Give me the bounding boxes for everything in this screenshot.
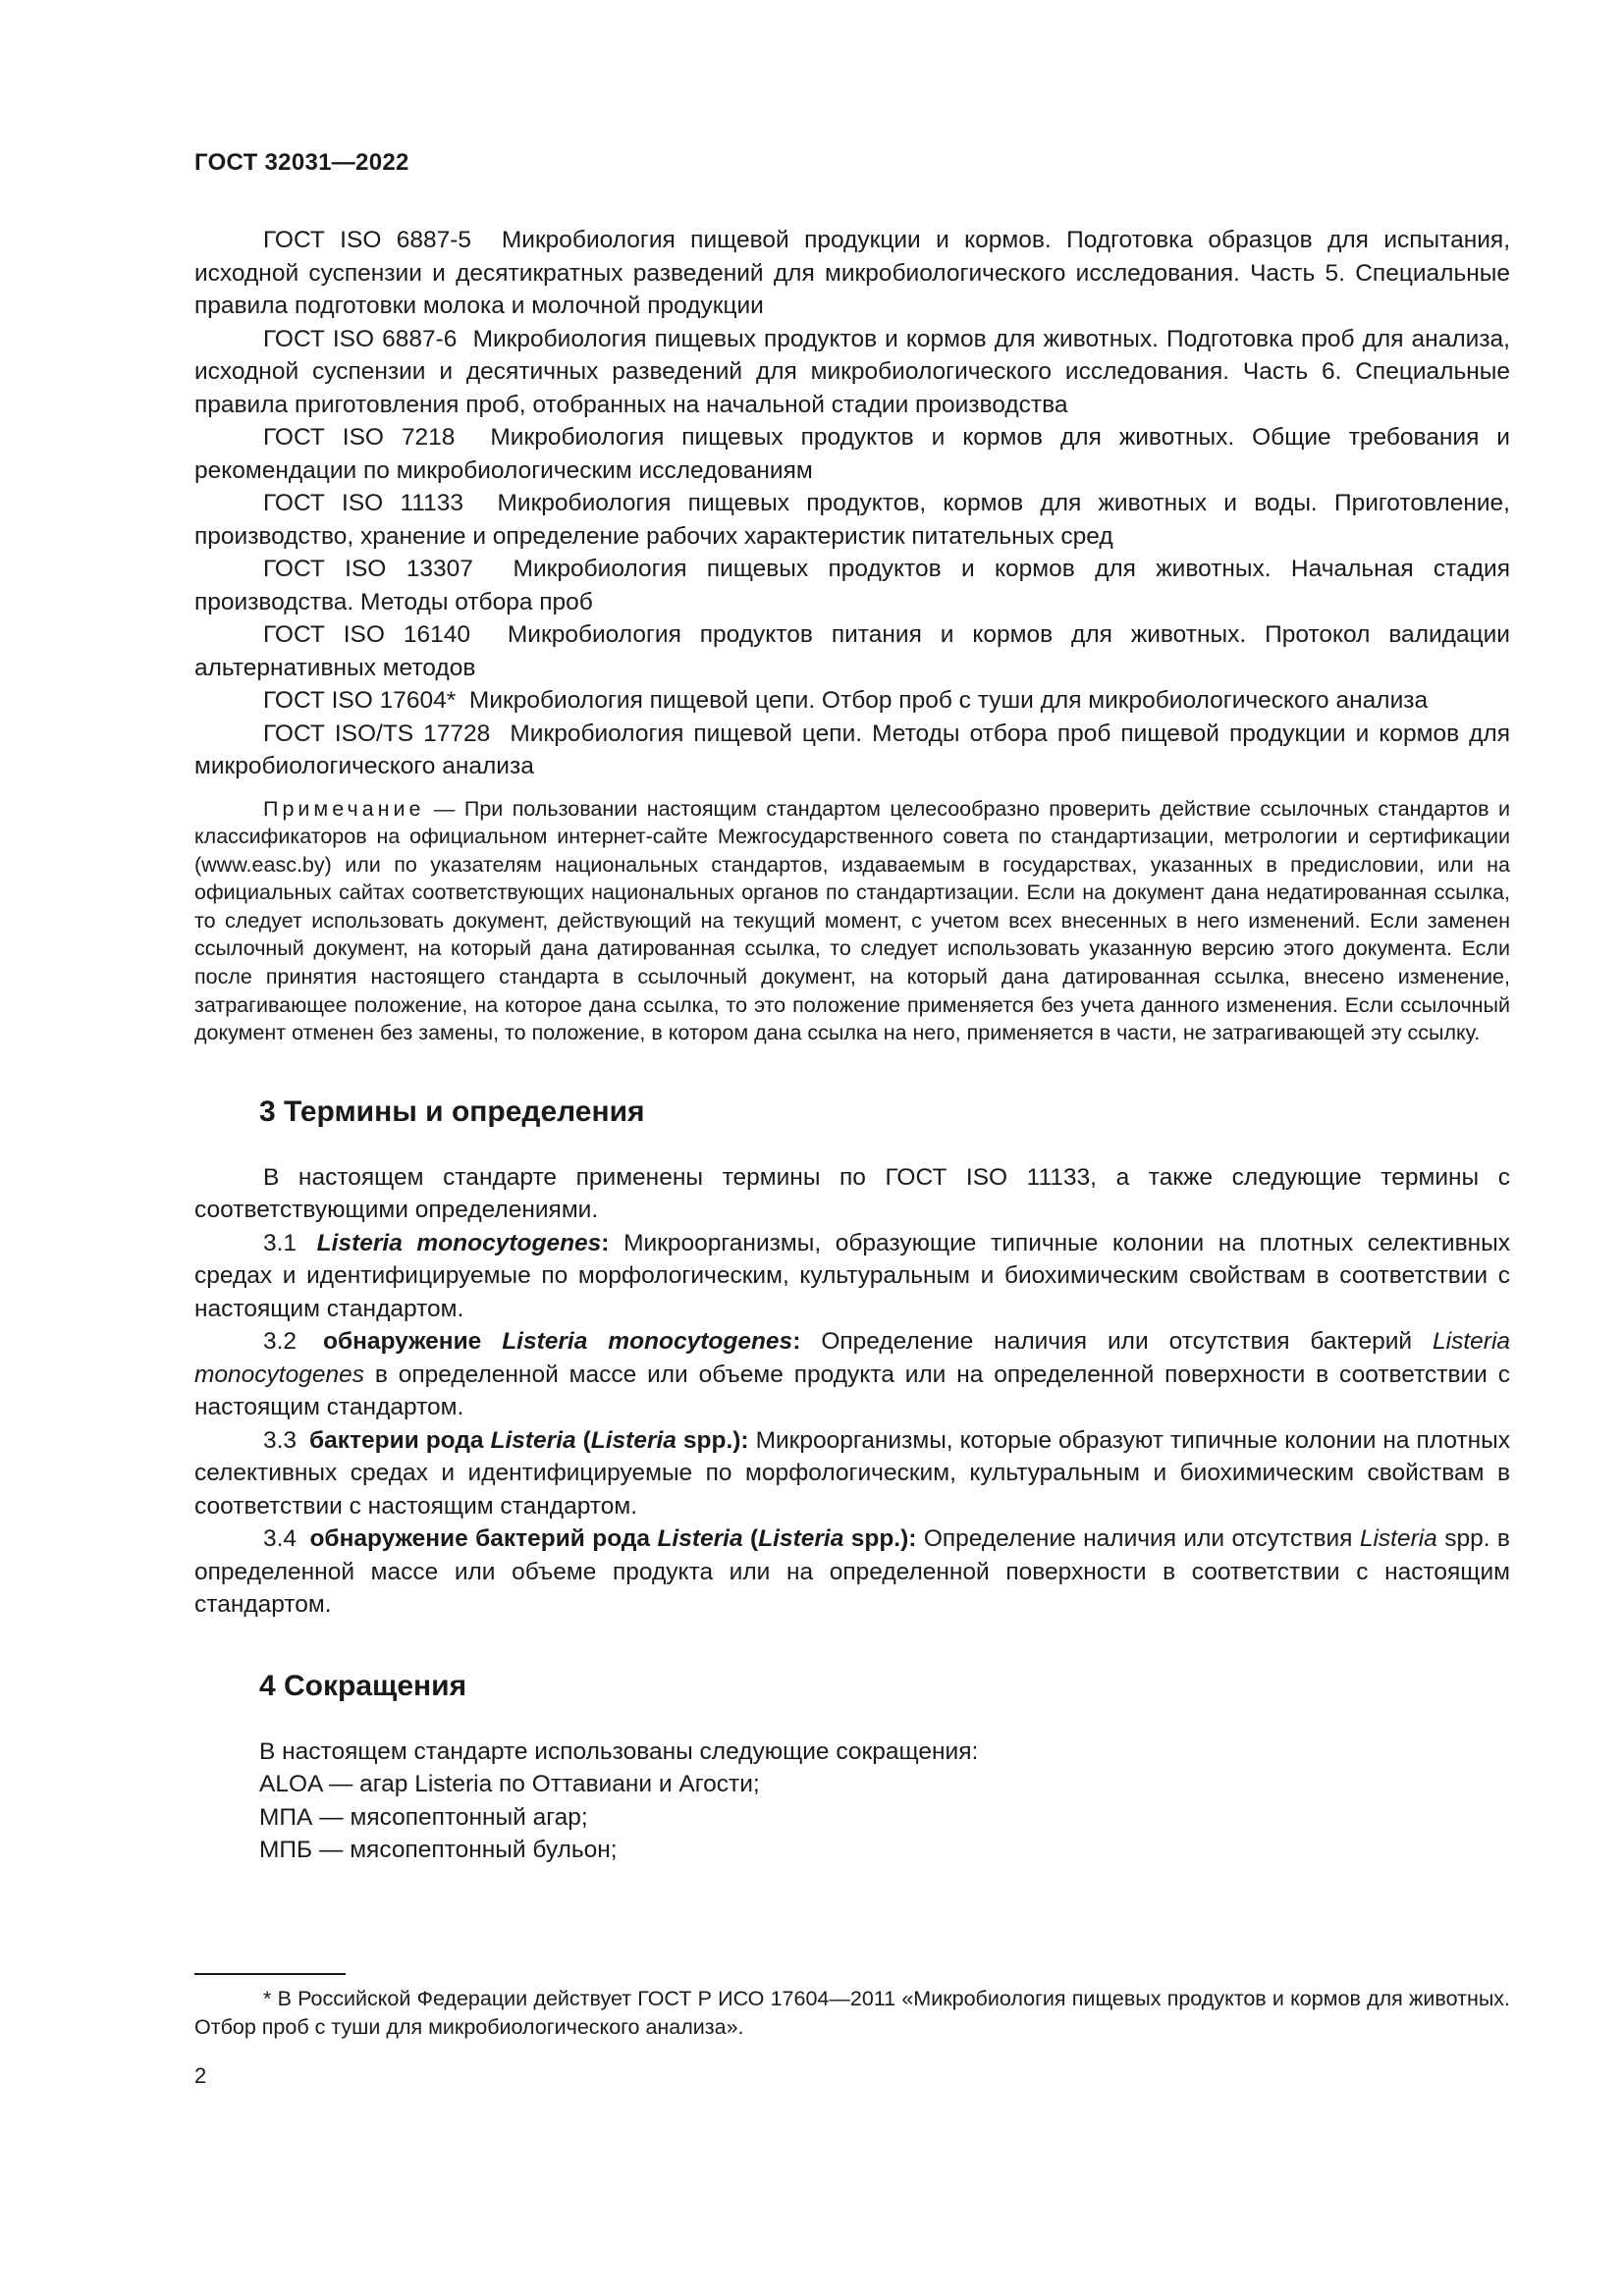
document-header: ГОСТ 32031—2022 xyxy=(194,149,409,176)
reference-entry xyxy=(194,618,1510,684)
term-paren: ( xyxy=(750,1525,759,1553)
reference-title: Микробиология пищевых продуктов, кормов для животных и воды. Приготовление, производство, хранение и определение рабочих характеристик питательных сред xyxy=(194,490,1510,550)
reference-code: ГОСТ ISO 16140 xyxy=(263,621,471,648)
reference-title: Микробиология пищевых продуктов и кормов для животных. Общие требования и рекомендации по микробиологическим исследованиям xyxy=(194,424,1510,484)
reference-entry xyxy=(194,718,1510,783)
term-3-1 xyxy=(194,1227,1510,1326)
note-text: — При пользовании настоящим стандартом целесообразно проверить действие ссылочных стандартов и классификаторов на официальном интернет-сайте Межгосударственного совета по стандартизации, метрологии и сертификации (www.easc.by) или по указателям национальных стандартов, издаваемым в государствах, указанных в предисловии, или на официальных сайтах соответствующих национальных органов по стандартизации. Если на документ дана недатированная ссылка, то следует использовать документ, действующий на текущий момент, с учетом всех внесенных в него изменений. Если заменен ссылочный документ, на который дана датированная ссылка, то следует использовать указанную версию этого документа. Если после принятия настоящего стандарта в ссылочный документ, на который дана датированная ссылка, внесено изменение, затрагивающее положение, на которое дана ссылка, то это положение применяется без учета данного изменения. Если ссылочный документ отменен без замены, то положение, в котором дана ссылка на него, применяется в части, не затрагивающей эту ссылку. xyxy=(194,796,1510,1045)
term-number: 3.2 xyxy=(263,1328,298,1356)
term-3-3 xyxy=(194,1424,1510,1523)
term-definition: Определение наличия или отсутствия xyxy=(923,1525,1353,1553)
term-name-italic: Listeria xyxy=(657,1525,743,1553)
abbreviation-item: ALOA — агар Listeria по Оттавиани и Агости; xyxy=(259,1771,760,1798)
reference-code: ГОСТ ISO 11133 xyxy=(263,490,463,516)
term-3-2 xyxy=(194,1325,1510,1424)
abbreviation-item: МПБ — мясопептонный бульон; xyxy=(259,1837,618,1864)
term-definition: Определение наличия или отсутствия бактерий xyxy=(821,1328,1413,1356)
term-tail: spp.): xyxy=(850,1525,917,1553)
term-definition-italic: Listeria xyxy=(1359,1525,1437,1553)
reference-title: Микробиология пищевой цепи. Отбор проб с туши для микробиологического анализа xyxy=(468,687,1429,714)
reference-title: Микробиология продуктов питания и кормов для животных. Протокол валидации альтернативных методов xyxy=(194,621,1510,681)
reference-code: ГОСТ ISO 7218 xyxy=(263,424,456,451)
reference-code: ГОСТ ISO/TS 17728 xyxy=(263,720,491,747)
term-name-italic: Listeria xyxy=(490,1426,576,1454)
term-number: 3.3 xyxy=(263,1426,298,1454)
note-label: Примечание xyxy=(263,796,425,821)
term-paren: ( xyxy=(582,1426,591,1454)
term-name: бактерии рода xyxy=(309,1426,484,1454)
term-name-italic: Listeria xyxy=(758,1525,844,1553)
term-definition: Микроорганизмы, образующие типичные колонии на плотных селективных средах и идентифицируемые по морфологическим, культуральным и биохимическим свойствам в соответствии с настоящим стандартом. xyxy=(194,1229,1510,1322)
reference-title: Микробиология пищевой цепи. Методы отбора проб пищевой продукции и кормов для микробиологического анализа xyxy=(194,720,1510,779)
term-definition: Микроорганизмы, которые образуют типичные колонии на плотных селективных средах и идентифицируемые по морфологическим, культуральным и биохимическим свойствам в соответствии с настоящим стандартом. xyxy=(194,1426,1511,1520)
footnote: * В Российской Федерации действует ГОСТ Р ИСО 17604—2011 «Микробиология пищевых продуктов и кормов для животных. Отбор проб с туши для микробиологического анализа». xyxy=(194,1987,1510,2039)
term-name-italic: Listeria xyxy=(590,1426,677,1454)
reference-code: ГОСТ ISO 17604* xyxy=(263,687,457,714)
document-body xyxy=(194,224,1510,1867)
term-colon: : xyxy=(601,1229,610,1256)
section-4-heading: 4 Сокращения xyxy=(259,1669,467,1702)
abbreviation-item: МПА — мясопептонный агар; xyxy=(259,1803,588,1831)
term-colon: : xyxy=(792,1328,801,1356)
term-definition: в определенной массе или объеме продукта или на определенной поверхности в соответствии с настоящим стандартом. xyxy=(194,1361,1510,1421)
section-3-heading: 3 Термины и определения xyxy=(259,1095,645,1128)
term-definition: spp. в определенной массе или объеме продукта или на определенной поверхности в соответствии с настоящим стандартом. xyxy=(194,1525,1510,1619)
term-definition-italic: Listeria monocytogenes xyxy=(194,1328,1511,1388)
page-number: 2 xyxy=(194,2063,207,2088)
term-name: обнаружение бактерий рода xyxy=(309,1525,651,1553)
reference-entry xyxy=(194,323,1510,422)
term-tail: spp.): xyxy=(682,1426,749,1454)
reference-title: Микробиология пищевой продукции и кормов. Подготовка образцов для испытания, исходной суспензии и десятикратных разведений для микробиологического исследования. Часть 5. Специальные правила подготовки молока и молочной продукции xyxy=(194,227,1510,319)
section-3-intro: В настоящем стандарте применены термины по ГОСТ ISO 11133, а также следующие термины с соответствующими определениями. xyxy=(194,1163,1510,1224)
term-number: 3.1 xyxy=(263,1229,298,1256)
reference-code: ГОСТ ISO 6887-6 xyxy=(263,325,458,352)
reference-entry xyxy=(194,684,1510,718)
reference-entry xyxy=(194,553,1510,618)
term-3-4 xyxy=(194,1522,1510,1622)
footnote-divider xyxy=(194,1973,346,1975)
reference-code: ГОСТ ISO 6887-5 xyxy=(263,227,472,253)
reference-code: ГОСТ ISO 13307 xyxy=(263,556,473,582)
reference-note xyxy=(194,795,1510,1047)
term-name: обнаружение xyxy=(323,1328,482,1356)
section-4-intro: В настоящем стандарте использованы следующие сокращения: xyxy=(259,1737,979,1765)
reference-entry xyxy=(194,224,1510,323)
term-name: Listeria monocytogenes xyxy=(316,1229,602,1256)
term-number: 3.4 xyxy=(263,1525,298,1553)
reference-title: Микробиология пищевых продуктов и кормов для животных. Подготовка проб для анализа, исходной суспензии и десятичных разведений для микробиологического исследования. Часть 6. Специальные правила приготовления проб, отобранных на начальной стадии производства xyxy=(194,325,1510,418)
reference-entry xyxy=(194,421,1510,487)
reference-entry xyxy=(194,487,1510,553)
reference-title: Микробиология пищевых продуктов и кормов для животных. Начальная стадия производства. Методы отбора проб xyxy=(194,556,1511,615)
term-name-italic: Listeria monocytogenes xyxy=(502,1328,793,1356)
